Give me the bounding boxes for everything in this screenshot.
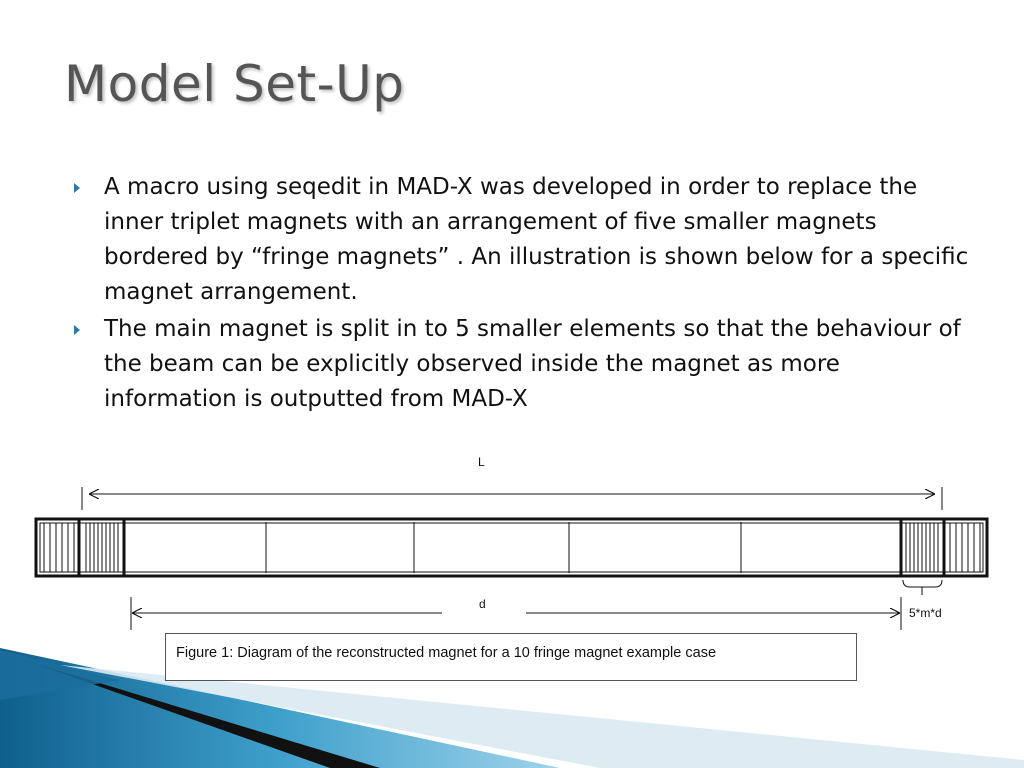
figure-caption: Figure 1: Diagram of the reconstructed magnet for a 10 fringe magnet example case: [176, 645, 717, 661]
fringe-bracket: [903, 580, 942, 587]
magnet-inner: [40, 523, 983, 572]
left-fringe-magnets: [86, 523, 118, 572]
magnet-outer: [36, 519, 987, 576]
left-end-cap: [44, 523, 74, 572]
main-magnet: [124, 519, 901, 576]
bullet-text: The main magnet is split in to 5 smaller elements so that the behaviour of the beam can be explicitly observed inside the magnet as more information is outputted from MAD-X: [104, 316, 961, 412]
right-fringe-magnets: [906, 523, 938, 572]
bullet-text: A macro using seqedit in MAD-X was developed in order to replace the inner triplet magnets with an arrangement of five smaller magnets bordered by “fringe magnets” . An illustration is shown below for a specific magnet arrangement.: [104, 174, 969, 305]
figure-caption-box: [165, 633, 857, 681]
length-l-label: L: [478, 455, 485, 469]
slide-title: Model Set-Up: [64, 55, 405, 113]
right-end-cap: [950, 523, 980, 572]
main-element-dividers: [266, 522, 741, 573]
fringe-length-label: 5*m*d: [909, 606, 942, 620]
length-d-label: d: [479, 597, 486, 611]
